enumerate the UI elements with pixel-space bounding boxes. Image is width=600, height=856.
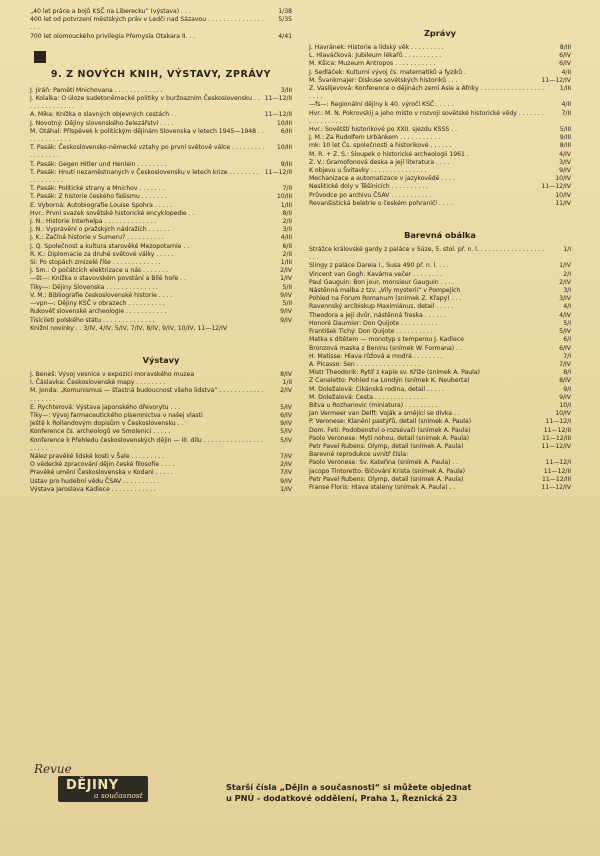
index-entry [30, 284, 292, 292]
entry-title: Průvodce po archivu ČSAV . . . . . . . . . . . [309, 191, 432, 199]
entry-title: J. Jiráň: Pamětí Mnichovana . . . . . . . . . . . . . [30, 86, 163, 94]
entry-issue-ref: 1/III [559, 85, 571, 93]
entry-title: Hvr.: M. N. Pokrovskij a jeho místo v rozvoji sovětské historické vědy . . . . . . . . . . . . . . . . [309, 109, 544, 125]
entry-title: M. Kšica: Muzeum Antropos . . . . . . . . . . . [309, 60, 436, 68]
entry-issue-ref: 11/IV [555, 199, 571, 207]
index-entry [30, 210, 292, 218]
index-entry [309, 69, 571, 77]
entry-issue-ref: 8/I [563, 369, 571, 377]
entry-issue-ref: 11—12/III [541, 475, 571, 483]
entry-title: 400 let od potvrzení městských práv v Ledči nad Sázavou . . . . . . . . . . . . . . . . . . [30, 16, 264, 32]
index-entry [309, 60, 571, 68]
logo-title: DĚJINY [66, 778, 119, 793]
index-entry [30, 95, 292, 111]
zpravy-list [309, 44, 571, 208]
entry-issue-ref: 5/II [282, 283, 292, 291]
index-entry [30, 234, 292, 242]
entry-title: Neslitické doly v Těšínicích . . . . . . . . . . [309, 183, 428, 191]
entry-issue-ref: 11—12/II [264, 111, 292, 119]
index-entry [30, 144, 292, 160]
index-entry [30, 202, 292, 210]
entry-title: P. Veronese: Klanění pastýřů, detail (snímek A. Paula) [309, 418, 472, 426]
entry-title: M. Švankmajer: Diskuse sovětských historiků . . . [309, 76, 458, 84]
index-entry [30, 169, 292, 185]
entry-title: J. Sedláček: Kulturní vývoj čs. matematiků a fyziků . [309, 68, 466, 76]
entry-title: Bitva u Rozhanovic (miniatura) . . . . . . . . . [309, 401, 438, 409]
entry-title: Z. V.: Gramofonová deska a její literatura . . . . [309, 158, 450, 166]
entry-title: H. Matisse: Hlava růžová a modrá . . . . . . . . [309, 352, 443, 360]
entry-issue-ref: 2/IV [280, 267, 292, 275]
entry-title: Petr Pavel Rubens: Olymp, detail (snímek A. Paula) [309, 442, 464, 450]
logo-subtitle: a současnost [94, 791, 143, 800]
index-entry [30, 8, 292, 16]
entry-title: J. Sm.: O počátcích elektrizace u nás . . . . . . . [30, 267, 168, 275]
entry-issue-ref: 10/III [276, 119, 292, 127]
index-entry [30, 275, 292, 283]
entry-issue-ref: 7/IV [280, 469, 292, 477]
entry-issue-ref: 9/III [559, 134, 571, 142]
index-entry [309, 353, 571, 361]
entry-title: Franse Floris: Hlava staleny (snímek A. Paula) . . [309, 483, 456, 491]
entry-issue-ref: 3/II [282, 226, 292, 234]
entry-issue-ref: 2/IV [280, 387, 292, 395]
index-entry [30, 412, 292, 420]
entry-title: František Tichý: Don Quijote . . . . . . . . . . [309, 328, 433, 336]
entry-title: T. Pasák: Hnutí nezaměstnaných v Československu v letech krize . . . . . . . . . . . . . . . . . [30, 168, 259, 185]
entry-title: —fs—: Regionální dějiny k 40. výročí KSČ . . . . . [309, 101, 454, 109]
entry-title: Hvr.: Sovětští historikové po XXII. sjezdu KSSS . . [309, 126, 457, 134]
entry-title: Honoré Daumier: Don Quijote . . . . . . . . . . [309, 319, 438, 327]
index-entry [309, 336, 571, 344]
entry-issue-ref: 6/I [563, 336, 571, 344]
entry-title: —vpn—: Dějiny KSČ v obrazech . . . . . . . . . . [30, 300, 165, 308]
entry-issue-ref: 9/IV [559, 167, 571, 175]
entry-title: Vincent van Gogh: Kavárna večer . . . . . . . . [309, 270, 442, 278]
entry-issue-ref: 3/III [280, 86, 292, 94]
entry-title: Paul Gauguin: Bon jour, monsieur Gauguin . . . . [309, 278, 454, 286]
entry-issue-ref: 2/IV [559, 278, 571, 286]
entry-issue-ref: 6/IV [559, 344, 571, 352]
index-entry [309, 159, 571, 167]
spacer [30, 333, 292, 355]
vystavy-list [30, 371, 292, 494]
entry-issue-ref: 4/III [280, 234, 292, 242]
entry-title: Revanšistická beletrie o českém pohraničí . . . . [309, 199, 453, 207]
entry-title: Nástěnná malba z tzv. „Vily mysterií“ v Pompejích [309, 287, 461, 295]
entry-issue-ref: 1/I [563, 246, 571, 254]
index-entry [309, 435, 571, 443]
entry-title: Si: Po stopách zmizelé říše . . . . . . . . . . . . . [30, 259, 161, 267]
entry-title: E. Rychterová: Výstava japonského dřevorytu . . . [30, 403, 181, 411]
entry-title: J. Beneš: Vývoj vesnice v expozici moravského muzea [30, 370, 195, 378]
entry-title: A. Míka: Knížka o slavných objevných cestách . . [30, 111, 177, 119]
entry-title: Petr Pavel Rubens: Olymp, detail (snímek A. Paula) [309, 475, 464, 483]
entry-issue-ref: 1/IV [559, 262, 571, 270]
back-issues-notice [226, 782, 556, 804]
entry-issue-ref: 8/III [559, 44, 571, 51]
logo [58, 776, 148, 802]
index-entry [309, 142, 571, 150]
vystavy-heading: Výstavy [142, 354, 180, 365]
entry-issue-ref: 9/IV [280, 291, 292, 299]
index-entry [30, 428, 292, 436]
index-entry [309, 484, 571, 492]
entry-issue-ref: 11—12/I [545, 459, 571, 467]
entry-issue-ref: 5/I [563, 319, 571, 327]
entry-title: Pravěké umění Československa v Kodani . . . . . [30, 469, 173, 477]
entry-issue-ref: 4/I [563, 303, 571, 311]
entry-issue-ref: 10/III [276, 193, 292, 201]
index-entry [309, 271, 571, 279]
index-entry [309, 459, 571, 467]
entry-title: Ustav pro hudební vědu ČSAV . . . . . . . . . . [30, 477, 160, 485]
entry-title: Matka s dítětem — monotyp s temperou J. Kadlece [309, 336, 464, 344]
entry-title: Slingy z paláce Dareia I., Susa 490 př. n. l. . . . [309, 262, 449, 270]
entry-title: M. Doležalová: Cikánská rodina, detail . . . . . [309, 385, 445, 393]
entry-issue-ref: 11—12/II [543, 467, 571, 475]
entry-title: T. Pasák: Z historie českého fašismu . . . . . . . [30, 193, 167, 201]
entry-title: Bronzová maska z Beninu (snímek W. Formana) . . [309, 344, 462, 352]
index-entry [309, 110, 571, 126]
index-entry [309, 394, 571, 402]
entry-title: J. Havránek: Historie a lidský věk . . . . . . . . . [309, 44, 444, 51]
index-entry [309, 476, 571, 484]
entry-issue-ref: 4/IV [559, 311, 571, 319]
index-entry [309, 126, 571, 134]
entry-title: Konference čs. archeologů ve Smolenici . . . . . [30, 428, 171, 436]
entry-issue-ref: 1/IV [280, 275, 292, 283]
entry-issue-ref: 9/IV [280, 420, 292, 428]
entry-title: Barevné reprodukce uvnitř čísla: [309, 451, 409, 459]
entry-issue-ref: 11—12/III [541, 434, 571, 442]
entry-title: J. N.: Historie Interhelpa . . . . . . . . . . . . . . [30, 218, 157, 226]
index-entry [30, 120, 292, 128]
entry-title: Tiky—: Dějiny Slovenska . . . . . . . . . . . . . . [30, 283, 158, 291]
entry-issue-ref: 1/IV [280, 485, 292, 493]
entry-title: Mistr Theodorik: Rytíř z kaple sv. Kříže (snímek A. Paula) [309, 369, 480, 377]
entry-title: T. Pasák: Československo-německé vztahy po první světové válce . . . . . . . . . . . . . . . . . [30, 144, 265, 160]
entry-title: Dom. Feti: Podobenství o rozsévači (snímek A. Paula) [309, 426, 471, 434]
index-entry [30, 111, 292, 119]
entry-title: Výstava Jaroslava Kadlece . . . . . . . . . . . . [30, 485, 156, 493]
index-entry [309, 468, 571, 476]
entry-title: „40 let práce a bojů KSČ na Liberecku“ (výstava) . . . [30, 8, 191, 15]
entry-title: Tiky—: Vývoj farmaceutického písemnictva v našej vlasti [30, 411, 203, 419]
index-entry [30, 371, 292, 379]
entry-issue-ref: 5/IV [280, 403, 292, 411]
entry-issue-ref: 11—12/IV [541, 442, 571, 450]
index-entry [30, 161, 292, 169]
index-entry [309, 418, 571, 426]
entry-title: M. Doležalová: Cesta . . . . . . . . . . . . . . [309, 393, 427, 401]
index-entry [30, 308, 292, 316]
index-entry [30, 317, 292, 325]
index-entry [309, 44, 571, 52]
entry-issue-ref: 11—12/IV [541, 483, 571, 491]
entry-title: Mechanizace a automatizace v jazykovědě . . . . [309, 175, 455, 183]
entry-issue-ref: 6/IV [559, 60, 571, 68]
entry-title: Konference k Přehledu československých dějin — III. dílu . . . . . . . . . . . . . . . . . . . . . [30, 436, 264, 452]
index-entry [30, 87, 292, 95]
entry-title: A. Picasso: Sen . . . . . . . . . . . . . . . . . [309, 360, 420, 368]
entry-issue-ref: 1/38 [278, 8, 292, 15]
entry-title: Paolo Veronese: Sv. Kateřina (snímek A. Paula) . . [309, 459, 459, 467]
entry-title: Z Canaletto: Pohled na Londýn (snímek K. Neuberta) [309, 377, 470, 385]
entry-issue-ref: 5/II [282, 300, 292, 308]
entry-title: Knižní novinky . . 3/IV, 4/IV, 5/IV, 7/IV, 8/IV, 9/IV, 10/IV, 11—12/IV [30, 324, 228, 332]
index-entry [309, 402, 571, 410]
entry-issue-ref: 8/III [559, 142, 571, 150]
entry-title: Tisíciletí polského státu . . . . . . . . . . . . . . [30, 316, 155, 324]
index-entry [309, 427, 571, 435]
section-9-list [30, 87, 292, 333]
entry-issue-ref: 3/IV [559, 295, 571, 303]
entry-issue-ref: 5/IV [280, 428, 292, 436]
index-entry [309, 192, 571, 200]
index-entry [30, 453, 292, 461]
entry-issue-ref: 10/IV [555, 410, 571, 418]
entry-issue-ref: 6/II [282, 242, 292, 250]
index-entry [309, 312, 571, 320]
right-column [309, 8, 571, 492]
entry-issue-ref: 4/IV [559, 150, 571, 158]
entry-title: mk: 10 let Čs. společnosti a historikové . . . . . . [309, 142, 452, 150]
index-entry [309, 77, 571, 85]
entry-issue-ref: 2/II [282, 218, 292, 226]
entry-issue-ref: 9/IV [559, 393, 571, 401]
entry-issue-ref: 1/III [280, 201, 292, 209]
entry-issue-ref: 8/IV [280, 370, 292, 378]
barevna-obalka-heading: Barevná obálka [404, 230, 476, 241]
index-entry [309, 246, 571, 262]
entry-issue-ref: 9/IV [280, 308, 292, 316]
entry-title: M. Otáhal: Příspěvek k politickým dějinám Slovenska v letech 1945—1948 . . . . . . . . . . . . . [30, 127, 264, 144]
entry-title: Theodora a její dvůr, nástěnná freska . . . . . . [309, 311, 446, 319]
entry-title: I. Čáslavka: Československé mapy . . . . . . . . [30, 379, 166, 387]
entry-issue-ref: 8/IV [559, 377, 571, 385]
entry-title: Nález pravěké lidské kosti v Šale . . . . . . . . . [30, 452, 164, 460]
entry-issue-ref: 11—12/IV [541, 76, 571, 84]
index-entry [309, 386, 571, 394]
index-entry [30, 325, 292, 333]
entry-issue-ref: 10/IV [555, 191, 571, 199]
entry-title: Ravennský arcibiskup Maximiánus, detail . . . . . [309, 303, 454, 311]
entry-issue-ref: 5/IV [559, 328, 571, 336]
spacer [309, 208, 571, 230]
entry-issue-ref: 4/II [561, 101, 571, 109]
entry-issue-ref: 9/IV [280, 316, 292, 324]
entry-title: J. Q. Společnost a kultura starověké Mezopotamie . . [30, 242, 190, 250]
index-entry [30, 251, 292, 259]
index-entry [30, 387, 292, 403]
entry-title: M. Jonda: „Komunismus — šťastná budoucnost všeho lidstva“ . . . . . . . . . . . . . . . . . . . [30, 387, 264, 403]
entry-issue-ref: 9/III [280, 160, 292, 168]
left-column [30, 8, 292, 494]
entry-issue-ref: 7/II [561, 109, 571, 117]
index-entry [309, 443, 571, 451]
entry-title: Z. Vasiljevová: Konference o dějinách zemí Asie a Afriky . . . . . . . . . . . . . . . . . . . . . [309, 85, 544, 101]
index-entry [30, 478, 292, 486]
index-entry [309, 361, 571, 369]
entry-title: Pohled na Forum Romanum (snímek Z. Křapy) . . . [309, 295, 462, 303]
index-entry [309, 377, 571, 385]
entry-issue-ref: 4/II [561, 68, 571, 76]
notice-line-2: u PNÚ - dodatkové oddělení, Praha 1, Řeznická 23 [226, 793, 458, 803]
index-entry [309, 262, 571, 270]
entry-title: Ještě k Rollandovým dopisům v Československu . . [30, 420, 184, 428]
entry-issue-ref: 7/IV [280, 452, 292, 460]
entry-title: T. Pasák: Gegen Hitler und Henlein . . . . . . . . [30, 160, 167, 168]
entry-issue-ref: 2/II [282, 250, 292, 258]
entry-issue-ref: 4/41 [278, 32, 292, 40]
entry-issue-ref: 10/IV [555, 175, 571, 183]
index-entry [30, 16, 292, 32]
index-entry [30, 33, 292, 41]
barevna-obalka-list [309, 246, 571, 492]
entry-title: Hvr.: První svazek sovětské historické encyklopedie . . [30, 209, 195, 217]
entry-title: J. Novotný: Dějiny slovenského železářství . . . . [30, 119, 174, 127]
entry-title: J. N.: Vyprávění o pražských nádražích . . . . . . [30, 226, 170, 234]
entry-title: J. M.: Za Rudolfem Urbánkem . . . . . . . . . . . [309, 134, 441, 142]
entry-title: Jacopo Tintoretto: Bičování Krista (snímek A. Paula) [309, 467, 465, 475]
entry-issue-ref: 6/IV [280, 411, 292, 419]
entry-title: M. R. + Z. S.: Sloupek o historické archeologii 1961 . [309, 150, 469, 158]
index-entry [309, 101, 571, 109]
entry-issue-ref: 1/II [282, 379, 292, 387]
black-square-marker [34, 51, 46, 63]
entry-issue-ref: 10/III [276, 144, 292, 152]
index-entry [30, 128, 292, 144]
entry-issue-ref: 11—12/II [543, 426, 571, 434]
entry-issue-ref: 1/III [280, 259, 292, 267]
index-entry [309, 279, 571, 287]
entry-title: T. Pasák: Politické strany a Mnichov . . . . . . . [30, 185, 165, 193]
index-entry [309, 151, 571, 159]
entry-issue-ref: 9/I [563, 385, 571, 393]
index-entry [30, 437, 292, 453]
entry-issue-ref: 6/III [280, 127, 292, 135]
entry-title: Strážce královské gardy z paláce v Súze, 5. stol. př. n. l. . . . . . . . . . . . . . . . . . . . . [309, 246, 544, 262]
index-entry [309, 320, 571, 328]
left-top-list [30, 8, 292, 41]
entry-title: J. K.: Začíná historie v Sumeru? . . . . . . . . . . [30, 234, 164, 242]
index-entry [30, 193, 292, 201]
zpravy-heading: Zprávy [423, 28, 457, 38]
index-entry [30, 243, 292, 251]
entry-issue-ref: 6/IV [559, 52, 571, 60]
entry-issue-ref: 11—12/I [545, 418, 571, 426]
entry-issue-ref: 11—12/IV [541, 183, 571, 191]
entry-title: Paolo Veronese: Mytí nohou, detail (snímek A. Paula) [309, 434, 470, 442]
entry-title: 700 let olomouckého privilegia Přemysla Otakara II. . . [30, 32, 196, 40]
entry-issue-ref: 5/IV [280, 436, 292, 444]
section-9-heading: 9. Z NOVÝCH KNIH, VÝSTAVY, ZPRÁVY [50, 68, 272, 80]
index-entry [30, 486, 292, 494]
entry-issue-ref: 7/I [563, 352, 571, 360]
notice-line-1: Starší čísla „Dějin a současnosti“ si můžete objednat [226, 782, 472, 792]
entry-issue-ref: 8/II [282, 209, 292, 217]
entry-title: E. Vyborná: Autobiografie Louise Spohra . . . . . [30, 201, 173, 209]
entry-issue-ref: 3/I [563, 287, 571, 295]
entry-issue-ref: 3/IV [559, 158, 571, 166]
index-entry [30, 469, 292, 477]
entry-issue-ref: 2/IV [280, 461, 292, 469]
entry-title: K objevu u Švitavky . . . . . . . . . . . . . . . [309, 167, 427, 175]
entry-issue-ref: 11—12/II [264, 95, 292, 103]
entry-title: L. Hlaváčková: Jubileum lékařů . . . . . . . . . . [309, 52, 441, 60]
entry-issue-ref: 5/III [559, 126, 571, 134]
entry-title: V. M.: Bibliografie československé historie . . . . [30, 291, 173, 299]
index-entry [309, 303, 571, 311]
index-entry [30, 404, 292, 412]
entry-title: —št—: Knížka o stavovském povstání a Bílé hoře . . [30, 275, 186, 283]
footer [30, 762, 570, 812]
entry-issue-ref: 9/IV [280, 477, 292, 485]
index-entry [309, 345, 571, 353]
entry-issue-ref: 5/35 [278, 16, 292, 24]
entry-issue-ref: 2/I [563, 270, 571, 278]
index-entry [309, 200, 571, 208]
entry-title: J. Kolalka: O úloze sudetoněmecké politiky v buržoazním Československu . . . . . . . . . . . . . . [30, 95, 260, 111]
entry-title: O vědecké zpracování dějin české filosofie . . . . [30, 461, 175, 469]
entry-title: Jan Vermeer van Delft: Voják a smějící se dívka . . [309, 410, 460, 418]
logo-script-text: Revue [34, 762, 72, 776]
entry-issue-ref: 10/I [559, 401, 571, 409]
entry-issue-ref: 7/IV [559, 360, 571, 368]
index-entry [30, 292, 292, 300]
index-entry [309, 85, 571, 101]
index-entry [309, 183, 571, 191]
entry-issue-ref: 11—12/II [264, 168, 292, 176]
entry-issue-ref: 7/II [282, 185, 292, 193]
entry-title: Rukověť slovenské archeologie . . . . . . . . . . . [30, 308, 167, 316]
entry-title: R. K.: Diplomacie za druhé světové války . . . . . [30, 250, 174, 258]
